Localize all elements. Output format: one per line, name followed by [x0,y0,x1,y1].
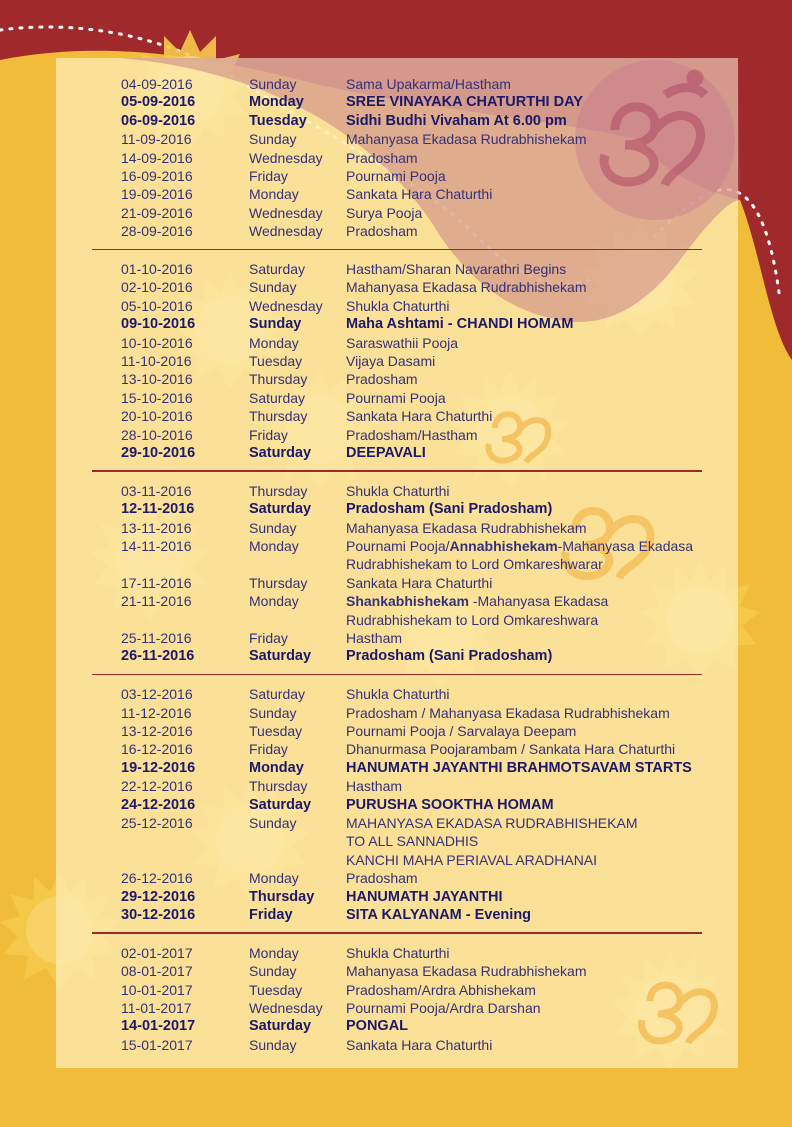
event-row [0,592,792,610]
event-row [0,500,792,518]
event-day: Tuesday [249,723,303,739]
event-name: Rudrabhishekam to Lord Omkareshwarar [346,556,603,573]
event-name: Mahanyasa Ekadasa Rudrabhishekam [346,131,587,148]
event-name: SITA KALYANAM - Evening [346,906,532,923]
event-day: Tuesday [249,981,303,998]
event-row [0,574,792,592]
event-name: Pradosham [346,149,418,166]
event-name: Sidhi Budhi Vivaham At 6.00 pm [346,112,567,129]
event-name: Maha Ashtami - CHANDI HOMAM [346,316,574,333]
event-name-part: Shankabhishekam [346,593,469,610]
event-day: Thursday [249,778,308,795]
event-date: 28-09-2016 [121,223,193,240]
event-name-part: Pournami Pooja/ [346,537,450,554]
event-date [0,611,249,629]
event-day: Thursday [249,482,308,499]
event-row [0,482,792,500]
event-day: Friday [249,426,288,443]
event-row [0,759,792,777]
event-name: TO ALL SANNADHIS [346,833,479,850]
event-name: KANCHI MAHA PERIAVAL ARADHANAI [346,851,598,868]
event-day: Saturday [249,261,306,278]
event-day: Saturday [249,501,312,518]
month-section [0,260,792,462]
event-name: Sankata Hara Chaturthi [346,408,493,425]
event-date: 11-10-2016 [121,352,192,369]
event-name: Pradosham/Hastham [346,426,478,443]
event-day [249,851,346,869]
event-day: Monday [249,94,304,111]
event-date: 08-01-2017 [121,963,193,980]
event-date: 02-01-2017 [121,944,193,961]
event-name: Shukla Chaturthi [346,944,450,961]
event-row [0,647,792,665]
event-name: Vijaya Dasami [346,352,436,369]
event-day: Thursday [249,371,308,388]
event-row [0,185,792,203]
event-row [0,777,792,795]
event-date: 19-12-2016 [121,759,196,776]
event-name: DEEPAVALI [346,444,426,461]
event-name: Mahanyasa Ekadasa Rudrabhishekam [346,963,587,980]
event-date: 11-01-2017 [121,999,192,1016]
event-date: 13-12-2016 [121,723,193,739]
event-row [0,130,792,148]
event-name [346,592,792,610]
event-date: 20-10-2016 [121,408,193,425]
event-row [0,888,792,906]
event-row [0,204,792,222]
event-row [0,315,792,333]
event-day: Saturday [249,444,312,461]
event-day: Wednesday [249,223,323,240]
event-day: Monday [249,186,299,203]
event-row [0,962,792,980]
event-name: SREE VINAYAKA CHATURTHI DAY [346,94,583,111]
event-date: 29-12-2016 [121,888,196,905]
event-row [0,555,792,573]
event-day: Sunday [249,704,297,721]
event-date: 28-10-2016 [121,426,193,443]
month-section [0,944,792,1054]
event-date: 05-09-2016 [121,94,196,111]
event-day [249,611,346,629]
event-day: Thursday [249,408,308,425]
event-day: Wednesday [249,149,323,166]
event-name: Pradosham [346,870,418,887]
event-date: 01-10-2016 [121,261,193,278]
event-calendar [0,75,792,1054]
event-date: 24-12-2016 [121,796,196,813]
event-name-part: Annabhishekam [449,537,558,554]
event-name: Pournami Pooja / Sarvalaya Deepam [346,723,577,739]
event-name: Sankata Hara Chaturthi [346,1036,493,1053]
event-date [0,832,249,850]
event-name: PURUSHA SOOKTHA HOMAM [346,796,554,813]
event-name: Pradosham [346,371,418,388]
event-name [346,537,792,555]
event-row [0,869,792,887]
month-section [0,685,792,924]
event-row [0,297,792,315]
event-date: 29-10-2016 [121,444,196,461]
event-date: 11-09-2016 [121,131,192,148]
event-date: 21-11-2016 [121,593,192,610]
event-date: 15-01-2017 [121,1036,193,1053]
event-day: Monday [249,334,299,351]
event-day: Thursday [249,888,315,905]
event-row [0,944,792,962]
event-row [0,260,792,278]
month-section [0,482,792,666]
event-name: Sankata Hara Chaturthi [346,574,493,591]
event-date: 17-11-2016 [121,574,192,591]
event-day: Wednesday [249,204,323,221]
event-date: 22-12-2016 [121,778,193,795]
event-date: 30-12-2016 [121,906,196,923]
event-day: Saturday [249,648,312,665]
event-row [0,722,792,740]
event-row [0,370,792,388]
event-name: Pradosham/Ardra Abhishekam [346,981,536,998]
event-name: HANUMATH JAYANTHI [346,888,503,905]
event-name: Shukla Chaturthi [346,482,450,499]
event-name: Shukla Chaturthi [346,686,450,703]
event-day [249,832,346,850]
event-date: 16-12-2016 [121,741,193,758]
event-name: Shukla Chaturthi [346,297,450,314]
event-date: 05-10-2016 [121,297,193,314]
event-name: Hastham [346,778,403,795]
event-row [0,112,792,130]
event-row [0,1017,792,1035]
event-day: Saturday [249,796,312,813]
event-date: 10-10-2016 [121,334,193,351]
event-day: Monday [249,870,299,887]
event-day: Monday [249,537,299,554]
event-row [0,851,792,869]
event-row [0,75,792,93]
event-row [0,278,792,296]
event-name-part: -Mahanyasa Ekadasa [468,593,609,610]
event-name: Pradosham / Mahanyasa Ekadasa Rudrabhishekam [346,704,670,721]
event-row [0,629,792,647]
event-date: 11-12-2016 [121,704,192,721]
event-day: Saturday [249,389,306,406]
event-date: 26-11-2016 [121,648,195,665]
event-date: 26-12-2016 [121,870,193,887]
event-date: 03-11-2016 [121,482,192,499]
event-row [0,389,792,407]
event-name: Mahanyasa Ekadasa Rudrabhishekam [346,279,587,296]
event-row [0,832,792,850]
event-day: Sunday [249,131,297,148]
event-name: Mahanyasa Ekadasa Rudrabhishekam [346,519,587,536]
event-name: Pournami Pooja [346,167,446,184]
event-row [0,426,792,444]
event-date: 02-10-2016 [121,279,193,296]
event-date: 25-12-2016 [121,814,193,831]
event-date: 13-11-2016 [121,519,192,536]
event-day: Friday [249,906,293,923]
event-date: 14-11-2016 [121,537,192,554]
event-day: Sunday [249,76,297,92]
event-row [0,814,792,832]
event-day: Tuesday [249,352,303,369]
event-row [0,1036,792,1054]
event-date: 16-09-2016 [121,167,193,184]
event-date: 12-11-2016 [121,501,195,518]
event-row [0,685,792,703]
event-row [0,149,792,167]
event-date: 14-09-2016 [121,149,193,166]
event-day: Friday [249,167,288,184]
event-row [0,222,792,240]
event-day: Friday [249,741,288,758]
event-row [0,704,792,722]
event-date: 19-09-2016 [121,186,193,203]
event-date: 13-10-2016 [121,371,193,388]
event-day: Sunday [249,963,297,980]
event-name: Rudrabhishekam to Lord Omkareshwara [346,611,599,628]
event-name: Saraswathii Pooja [346,334,459,351]
event-row [0,740,792,758]
event-day: Wednesday [249,297,323,314]
event-day: Sunday [249,814,297,831]
event-name: Hastham [346,629,403,646]
event-day: Sunday [249,316,302,333]
event-row [0,444,792,462]
event-name: PONGAL [346,1018,409,1035]
event-day: Monday [249,759,304,776]
event-date: 09-10-2016 [121,316,196,333]
event-name: Dhanurmasa Poojarambam / Sankata Hara Chaturthi [346,741,676,758]
event-day: Thursday [249,574,308,591]
event-name: Pradosham (Sani Pradosham) [346,648,553,665]
event-name: Sankata Hara Chaturthi [346,186,493,203]
event-date [0,851,249,869]
event-name-part: -Mahanyasa Ekadasa [557,537,694,554]
event-name: Pradosham [346,223,418,240]
event-day: Monday [249,944,299,961]
event-day: Sunday [249,519,297,536]
event-day [249,555,346,573]
event-name: Pournami Pooja/Ardra Darshan [346,999,541,1016]
event-row [0,407,792,425]
event-date: 10-01-2017 [121,981,193,998]
event-day: Friday [249,629,288,646]
event-name: Surya Pooja [346,204,423,221]
event-row [0,537,792,555]
event-date: 21-09-2016 [121,204,193,221]
event-name: Sama Upakarma/Hastham [346,76,511,92]
event-name: Hastham/Sharan Navarathri Begins [346,261,567,278]
event-day: Sunday [249,279,297,296]
event-day: Saturday [249,1018,312,1035]
event-row [0,93,792,111]
event-date: 06-09-2016 [121,112,196,129]
event-name: Pradosham (Sani Pradosham) [346,501,553,518]
event-date: 14-01-2017 [121,1018,196,1035]
event-name: Pournami Pooja [346,389,446,406]
event-day: Saturday [249,686,306,703]
event-row [0,796,792,814]
event-date: 03-12-2016 [121,686,193,703]
event-date [0,555,249,573]
event-day: Monday [249,593,299,610]
event-row [0,352,792,370]
event-date: 25-11-2016 [121,629,192,646]
month-section [0,75,792,241]
event-day: Wednesday [249,999,323,1016]
event-day: Sunday [249,1036,297,1053]
event-date: 04-09-2016 [121,76,193,92]
event-row [0,999,792,1017]
event-day: Tuesday [249,112,307,129]
event-name: HANUMATH JAYANTHI BRAHMOTSAVAM STARTS [346,759,692,776]
event-row [0,981,792,999]
event-row [0,334,792,352]
event-row [0,611,792,629]
event-row [0,167,792,185]
event-row [0,906,792,924]
event-name: MAHANYASA EKADASA RUDRABHISHEKAM [346,814,638,831]
event-date: 15-10-2016 [121,389,193,406]
event-row [0,519,792,537]
